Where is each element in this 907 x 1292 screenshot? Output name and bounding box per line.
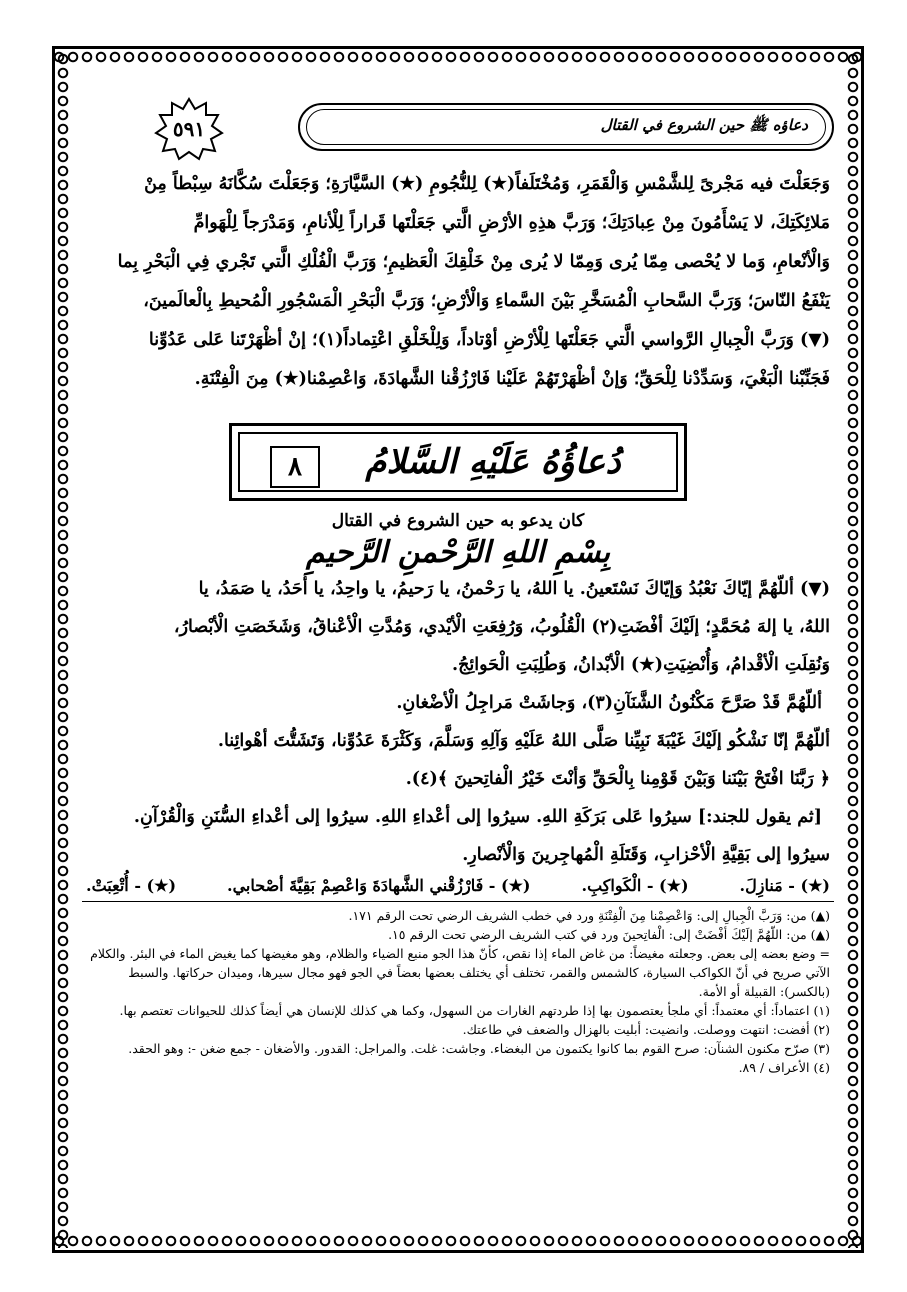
- page-header: [82, 95, 834, 165]
- running-title-text: دعاؤه ﷺ حين الشروع في القتال: [600, 116, 808, 134]
- text-line: مَلائِكَتِكَ، لا يَسْأَمُونَ مِنْ عِبادَتِكَ؛ وَرَبَّ هذِهِ الأرْضِ الَّتي جَعَلْتَها قَراراً لِلْأنامِ، وَمَدْرَجاً لِلْهَوامِّ: [193, 213, 830, 233]
- footnote: (٢) أفضت: انتهت ووصلت. وانضيت: أبليت بالهزال والضعف في طاعتك.: [462, 1022, 830, 1037]
- text-line: فَجَنِّبْنا الْبَغْيَ، وَسَدِّدْنا لِلْحَقِّ؛ وَإنْ أظْهَرْتَهُمْ عَلَيْنا فَارْزُقْنا الشَّهادَةَ، وَاعْصِمْنا(★) مِنَ الْفِتْنَةِ.: [194, 369, 830, 389]
- footnote: (١) اعتماداً: أي معتمداً: أي ملجأ يعتصمون بها إذا طردتهم الغارات من السهول، وكما هي كذلك للإنسان هي أيضاً كذلك للحيوانات تعتصم بها.: [119, 1003, 830, 1018]
- prayer-text: [82, 570, 834, 874]
- section-number: ٨: [270, 446, 320, 488]
- footnote: (٣) صرّح مكنون الشنآن: صرح القوم بما كانوا يكتمون من البغضاء. وجاشت: غلت. والمراجل: القدور. والأضغان - جمع ضغن -: وهو الحقد.: [128, 1041, 830, 1056]
- text-line: وَالْأنْعامِ، وَما لا يُحْصى مِمّا يُرى وَمِمّا لا يُرى مِنْ خَلْقِكَ الْعَظيمِ؛ وَرَبَّ الْفُلْكِ الَّتي تَجْري فِي الْبَحْرِ بِما: [117, 252, 830, 272]
- footnote: (▲) من: اللّهُمَّ إلَيْكَ أفْضَتْ إلى: الْفاتِحينَ ورد في كتب الشريف الرضي تحت الرقم ١٥.: [388, 927, 830, 942]
- text-line: (▼) أللّهُمَّ إيّاكَ نَعْبُدُ وَإيّاكَ نَسْتَعينُ. يا اللهُ، يا رَحْمنُ، يا رَحيمُ، يا واحِدُ، يا أحَدُ، يا صَمَدُ، يا: [198, 579, 830, 599]
- variant-readings: [82, 876, 834, 895]
- footnote-divider: [82, 901, 834, 902]
- page-number-badge: [154, 97, 224, 161]
- footnote: (٤) الأعراف / ٨٩.: [738, 1060, 830, 1075]
- text-line: يَنْفَعُ النّاسَ؛ وَرَبَّ السَّحابِ الْمُسَخَّرِ بَيْنَ السَّماءِ وَالْأرْضِ؛ وَرَبَّ الْبَحْرِ الْمَسْجُورِ الْمُحيطِ بِالْعالَمينَ،: [143, 291, 830, 311]
- top-paragraph: [82, 165, 834, 399]
- text-line: اللهُ، يا إلهَ مُحَمَّدٍ؛ إلَيْكَ أفْضَتِ(٢) الْقُلُوبُ، وَرُفِعَتِ الْأيْدي، وَمُدَّتِ الْأعْناقُ، وَشَخَصَتِ الْأبْصارُ،: [173, 617, 830, 637]
- variant-item: (★) - الْكَواكِبِ.: [581, 876, 689, 895]
- text-line: وَجَعَلْتَ فيه مَجْرىً لِلشَّمْسِ وَالْقَمَرِ، وَمُخْتَلَفاً(★) لِلنُّجُومِ (★) السَّيَّارَةِ؛ وَجَعَلْتَ سُكَّانَهُ سِبْطاً مِنْ: [144, 174, 830, 194]
- text-line: (▼) وَرَبَّ الْجِبالِ الرَّواسي الَّتي جَعَلْتَها لِلْأرْضِ أوْتاداً، وَلِلْخَلْقِ اعْتِماداً(١)؛ إنْ أظْهَرْتَنا عَلى عَدُوِّنا: [148, 330, 830, 350]
- running-title: [298, 103, 834, 151]
- quran-verse: ﴿ رَبَّنَا افْتَحْ بَيْنَنا وَبَيْنَ قَوْمِنا بِالْحَقِّ وَأنْتَ خَيْرُ الْفاتِحينَ ﴾(٤).: [405, 769, 830, 789]
- text-line: أللّهُمَّ قَدْ صَرَّحَ مَكْنُونُ الشَّنَآنِ(٣)، وَجاشَتْ مَراجِلُ الْأضْغانِ.: [396, 693, 822, 713]
- variant-item: (★) - مَنازِلَ.: [739, 876, 830, 895]
- text-line: أللّهُمَّ إنّا نَشْكُو إلَيْكَ غَيْبَةَ نَبِيِّنا صَلَّى اللهُ عَلَيْهِ وَآلِهِ وَسَلَّمَ، وَكَثْرَةَ عَدُوِّنا، وَتَشَتُّتَ أهْوائِنا.: [217, 731, 830, 751]
- footnotes: [82, 906, 834, 1077]
- footnote: = وضع بعضه إلى بعض. وجعلته مغيضاً: من غاض الماء إذا نقص، كأنّ هذا الجو منبع الضياء والظلام، وهو مغيضها كما يغيض الماء في البئر. والكلام الآتي صريح في أنّ الكواكب السيارة، كالشمس والقمر، تختلف أي يختلف بعضها بعضاً في الجو فهو مجال سيرها، وميدان حركاتها. والسبط (بالكسر): القبيلة أو الأمة.: [90, 946, 830, 999]
- section-title: دُعاؤُهُ عَلَيْهِ السَّلامُ: [365, 442, 621, 482]
- text-line: سيرُوا إلى بَقِيَّةِ الْأحْزابِ، وَقَتَلَةِ الْمُهاجِرينَ وَالْأنْصارِ.: [462, 845, 830, 865]
- section-subtitle: كان يدعو به حين الشروع في القتال: [331, 511, 585, 531]
- page-content: [82, 95, 834, 1225]
- section-title-panel: [229, 423, 687, 501]
- section-title-inner: [238, 432, 678, 492]
- footnote: (▲) من: وَرَبَّ الْجِبالِ إلى: وَاعْصِمْنا مِنَ الْفِتْنَةِ ورد في خطب الشريف الرضي تحت الرقم ١٧١.: [348, 908, 830, 923]
- basmala-calligraphy: بِسْمِ اللهِ الرَّحْمنِ الرَّحيمِ: [305, 535, 611, 570]
- text-line: وَنُقِلَتِ الْأقْدامُ، وَأُنْضِيَتِ(★) الْأبْدانُ، وَطُلِبَتِ الْحَوائِجُ.: [452, 655, 830, 675]
- variant-item: (★) - فَارْزُقْني الشَّهادَةَ وَاعْصِمْ بَقِيَّةَ أصْحابي.: [227, 876, 531, 895]
- page-number: ٥٩١: [172, 117, 206, 141]
- text-line: [ثم يقول للجند:] سيرُوا عَلى بَرَكَةِ اللهِ. سيرُوا إلى أعْداءِ اللهِ. سيرُوا إلى أعْداءِ السُّنَنِ وَالْقُرْآنِ.: [133, 807, 822, 827]
- variant-item: (★) - أُتْعِبَتْ.: [86, 876, 177, 895]
